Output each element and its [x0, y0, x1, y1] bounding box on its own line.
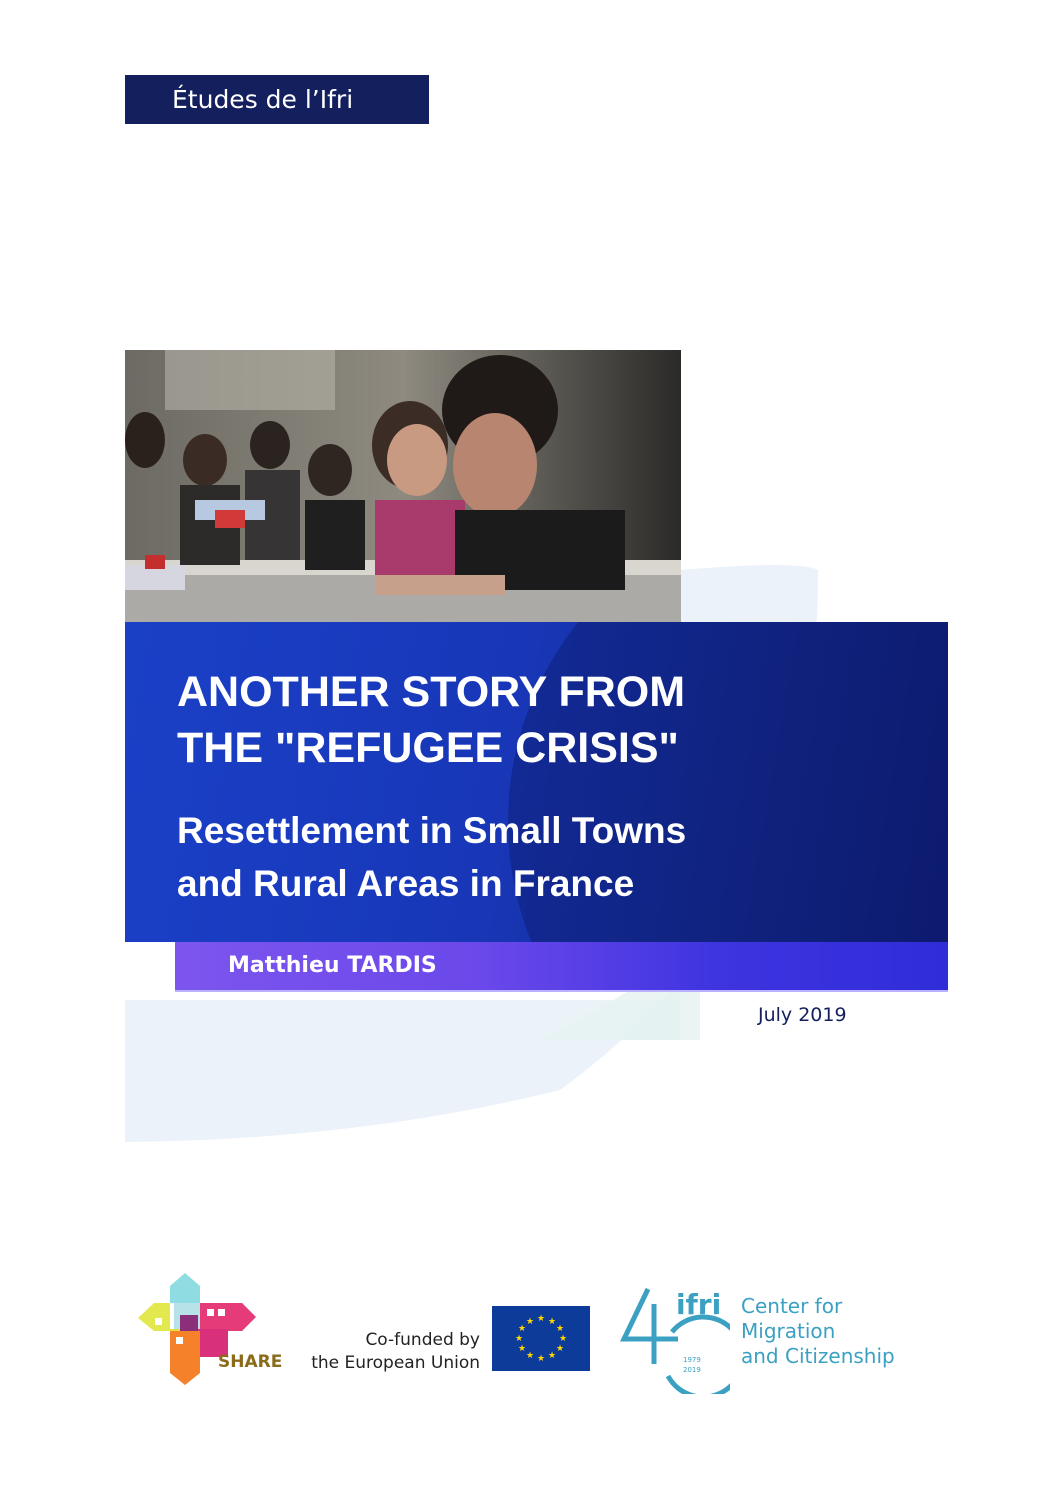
cover-photo	[125, 350, 681, 622]
share-wordmark: SHARE	[218, 1352, 283, 1372]
title-block	[125, 622, 948, 942]
svg-text:★: ★	[525, 1351, 535, 1361]
cofunded-line-1: Co-funded by	[365, 1330, 480, 1350]
series-label: Études de l’Ifri	[125, 75, 429, 124]
svg-text:★: ★	[555, 1344, 565, 1354]
ifri-year-end: 2019	[683, 1366, 701, 1374]
center-line-3: and Citizenship	[741, 1344, 895, 1368]
svg-text:★: ★	[555, 1324, 565, 1334]
center-line-2: Migration	[741, 1319, 836, 1343]
svg-text:★: ★	[525, 1317, 535, 1327]
svg-text:★: ★	[536, 1354, 546, 1364]
report-title	[177, 664, 877, 776]
svg-text:★: ★	[547, 1351, 557, 1361]
center-line-1: Center for	[741, 1294, 843, 1318]
ifri-wordmark: ifri	[676, 1288, 722, 1321]
author-name: Matthieu TARDIS	[228, 953, 437, 978]
ifri-40-logo	[620, 1284, 730, 1394]
center-caption	[741, 1294, 895, 1369]
publication-date: July 2019	[758, 1004, 847, 1026]
svg-text:★: ★	[547, 1317, 557, 1327]
svg-text:★: ★	[514, 1334, 524, 1344]
cofunded-line-2: the European Union	[311, 1353, 480, 1373]
subtitle-line-1: Resettlement in Small Towns	[177, 810, 687, 851]
author-bar	[175, 942, 948, 992]
subtitle-line-2: and Rural Areas in France	[177, 863, 635, 904]
report-subtitle	[177, 804, 877, 910]
eu-flag-icon	[492, 1306, 590, 1371]
title-line-2: THE "REFUGEE CRISIS"	[177, 724, 679, 772]
cofunded-text	[300, 1329, 480, 1375]
svg-text:★: ★	[517, 1324, 527, 1334]
svg-text:★: ★	[517, 1344, 527, 1354]
title-line-1: ANOTHER STORY FROM	[177, 668, 686, 716]
svg-text:★: ★	[536, 1314, 546, 1324]
ifri-year-start: 1979	[683, 1356, 701, 1364]
svg-text:★: ★	[558, 1334, 568, 1344]
